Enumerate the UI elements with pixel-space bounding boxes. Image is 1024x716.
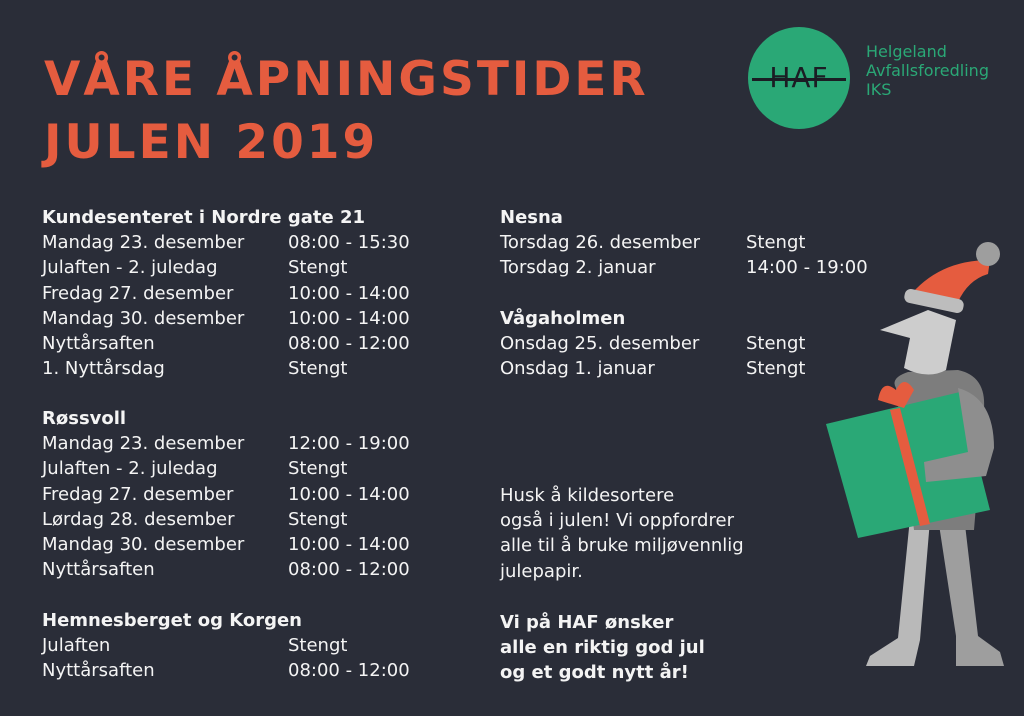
schedule-time: Stengt [288, 635, 348, 657]
note-line: også i julen! Vi oppfordrer [500, 510, 734, 532]
schedule-day: Julaften [42, 635, 111, 657]
recycling-note [500, 483, 744, 584]
org-line: Helgeland [866, 42, 947, 61]
page-title [44, 48, 649, 174]
schedule-row [42, 306, 410, 331]
left-leg [866, 518, 930, 666]
schedule-day: Fredag 27. desember [42, 282, 234, 304]
schedule-day: Mandag 23. desember [42, 232, 245, 254]
schedule-day: 1. Nyttårsdag [42, 358, 165, 380]
note-line: Husk å kildesortere [500, 485, 675, 506]
schedule-time: Stengt [288, 458, 348, 480]
schedule-time: 10:00 - 14:00 [288, 534, 410, 556]
note-line: alle til å bruke miljøvennlig [500, 535, 744, 557]
schedule-day: Mandag 23. desember [42, 433, 245, 455]
title-line-2: JULEN 2019 [44, 115, 379, 170]
section-heading: Røssvoll [42, 408, 127, 429]
section-rossvoll [42, 406, 410, 582]
schedule-time: 14:00 - 19:00 [746, 257, 868, 279]
schedule-row [500, 356, 805, 381]
section-heading: Hemnesberget og Korgen [42, 610, 302, 631]
schedule-time: 10:00 - 14:00 [288, 282, 410, 304]
schedule-time: Stengt [746, 333, 806, 355]
hat-pompom [976, 242, 1000, 266]
schedule-day: Nyttårsaften [42, 660, 155, 682]
schedule-row [42, 255, 410, 280]
schedule-day: Nyttårsaften [42, 333, 155, 355]
schedule-time: Stengt [746, 232, 806, 254]
schedule-time: Stengt [288, 257, 348, 279]
santa-hat-figure-illustration [818, 238, 1018, 678]
section-vagaholmen [500, 306, 805, 382]
greeting-line: Vi på HAF ønsker [500, 612, 674, 633]
section-heading: Vågaholmen [500, 308, 626, 329]
schedule-time: 08:00 - 15:30 [288, 232, 410, 254]
schedule-time: 10:00 - 14:00 [288, 483, 410, 505]
schedule-row [500, 255, 868, 280]
greeting-line: og et godt nytt år! [500, 662, 689, 684]
head [880, 310, 956, 375]
greeting-line: alle en riktig god jul [500, 637, 705, 659]
schedule-day: Julaften - 2. juledag [42, 458, 218, 480]
greeting-note [500, 610, 705, 686]
schedule-row [42, 431, 410, 456]
schedule-day: Nyttårsaften [42, 559, 155, 581]
section-heading: Nesna [500, 207, 563, 228]
note-line: julepapir. [500, 560, 583, 582]
schedule-row [42, 356, 410, 381]
organization-name [866, 42, 989, 99]
org-line: IKS [866, 80, 892, 99]
logo-circle [748, 27, 850, 129]
schedule-day: Mandag 30. desember [42, 307, 245, 329]
schedule-day: Julaften - 2. juledag [42, 257, 218, 279]
schedule-day: Lørdag 28. desember [42, 508, 235, 530]
schedule-row [42, 532, 410, 557]
section-nesna [500, 205, 868, 281]
schedule-day: Torsdag 2. januar [500, 257, 656, 279]
schedule-day: Onsdag 25. desember [500, 333, 700, 355]
schedule-row [42, 230, 410, 255]
schedule-row [42, 456, 410, 481]
schedule-time: Stengt [288, 358, 348, 380]
section-kundesenteret [42, 205, 410, 381]
schedule-row [42, 482, 410, 507]
schedule-time: 12:00 - 19:00 [288, 433, 410, 455]
schedule-day: Mandag 30. desember [42, 534, 245, 556]
schedule-day: Fredag 27. desember [42, 483, 234, 505]
schedule-day: Onsdag 1. januar [500, 358, 655, 380]
logo-mark: HAF [769, 61, 829, 94]
schedule-time: 10:00 - 14:00 [288, 307, 410, 329]
schedule-time: Stengt [746, 358, 806, 380]
section-heading: Kundesenteret i Nordre gate 21 [42, 207, 365, 228]
right-leg [938, 516, 1004, 666]
schedule-day: Torsdag 26. desember [500, 232, 701, 254]
title-line-1: VÅRE ÅPNINGSTIDER [44, 52, 649, 107]
haf-logo [748, 27, 850, 129]
schedule-time: 08:00 - 12:00 [288, 660, 410, 682]
schedule-row [42, 281, 410, 306]
schedule-time: 08:00 - 12:00 [288, 333, 410, 355]
section-hemnes-korgen [42, 608, 410, 684]
schedule-row [42, 633, 410, 658]
schedule-row [42, 557, 410, 582]
org-line: Avfallsforedling [866, 61, 989, 80]
schedule-time: Stengt [288, 508, 348, 530]
schedule-row [42, 658, 410, 683]
schedule-row [500, 331, 805, 356]
schedule-row [42, 507, 410, 532]
schedule-row [42, 331, 410, 356]
schedule-row [500, 230, 868, 255]
schedule-time: 08:00 - 12:00 [288, 559, 410, 581]
